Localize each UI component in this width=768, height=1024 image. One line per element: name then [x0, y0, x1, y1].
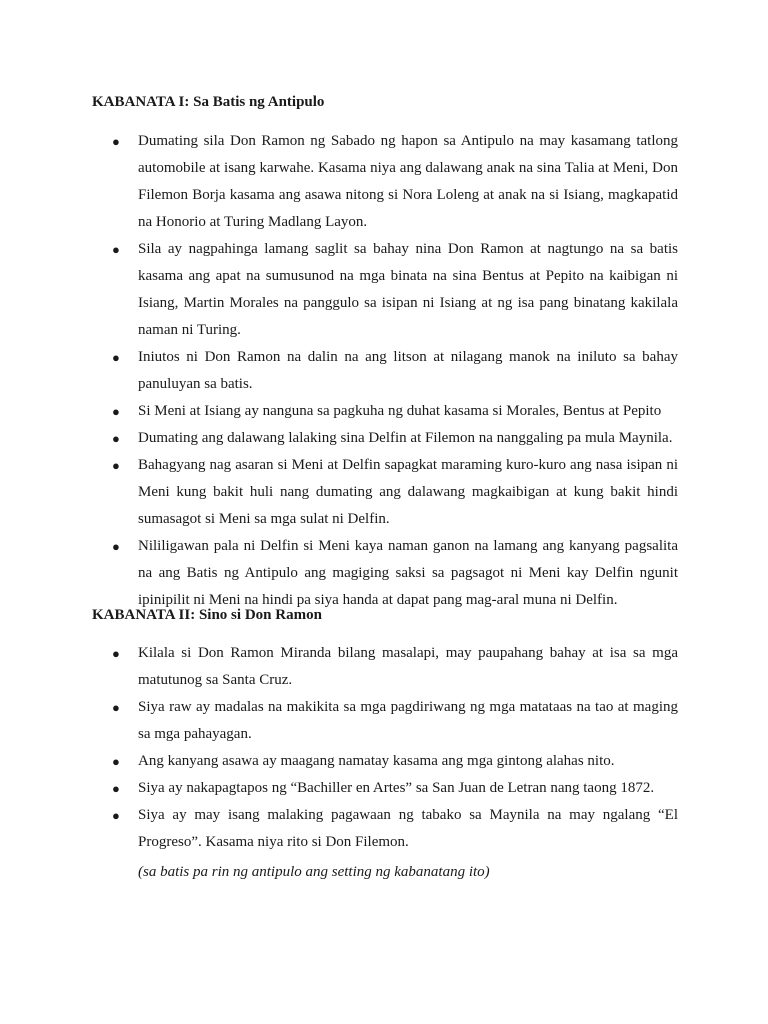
list-item — [92, 128, 678, 236]
bullet-icon: ● — [112, 808, 120, 823]
bullet-icon: ● — [112, 134, 120, 149]
bullet-icon: ● — [112, 539, 120, 554]
list-item-text: Iniutos ni Don Ramon na dalin na ang litson at nilagang manok na iniluto sa bahay panuluyan sa batis. — [138, 349, 678, 392]
list-item — [92, 344, 678, 398]
bullet-icon: ● — [112, 404, 120, 419]
list-item — [92, 640, 678, 694]
list-item — [92, 452, 678, 533]
list-item — [92, 775, 678, 802]
bullet-icon: ● — [112, 431, 120, 446]
bullet-icon: ● — [112, 646, 120, 661]
list-item-text: Nililigawan pala ni Delfin si Meni kaya naman ganon na lamang ang kanyang pagsalita na ang Batis ng Antipulo ang magiging saksi sa pagsagot ni Meni kay Delfin ngunit ipinipilit ni Meni na hindi pa siya handa at dapat pang mag-aral muna ni Delfin. — [138, 538, 678, 608]
list-item-text: Bahagyang nag asaran si Meni at Delfin sapagkat maraming kuro-kuro ang nasa isipan ni Meni kung bakit huli nang dumating ang dalawang magkaibigan at kung bakit hindi sumasagot si Meni sa mga sulat ni Delfin. — [138, 457, 678, 527]
list-item — [92, 694, 678, 748]
bullet-icon: ● — [112, 781, 120, 796]
bullet-icon: ● — [112, 350, 120, 365]
list-item — [92, 398, 678, 425]
list-item-text: Dumating ang dalawang lalaking sina Delfin at Filemon na nanggaling pa mula Maynila. — [138, 430, 673, 446]
list-item — [92, 425, 678, 452]
bullet-icon: ● — [112, 754, 120, 769]
list-item-text: Kilala si Don Ramon Miranda bilang masalapi, may paupahang bahay at isa sa mga matutunog sa Santa Cruz. — [138, 645, 678, 688]
list-item — [92, 748, 678, 775]
chapter-2-list — [92, 640, 678, 856]
list-item-text: Siya ay nakapagtapos ng “Bachiller en Artes” sa San Juan de Letran nang taong 1872. — [138, 780, 655, 796]
list-item-text: Siya raw ay madalas na makikita sa mga pagdiriwang ng mga matataas na tao at maging sa mga pahayagan. — [138, 699, 678, 742]
list-item-text: Dumating sila Don Ramon ng Sabado ng hapon sa Antipulo na may kasamang tatlong automobile at isang karwahe. Kasama niya ang dalawang anak na sina Talia at Meni, Don Filemon Borja kasama ang asawa nitong si Nora Loleng at anak na si Isiang, magkapatid na Honorio at Turing Madlang Layon. — [138, 133, 678, 230]
list-item — [92, 802, 678, 856]
list-item — [92, 533, 678, 614]
list-item-text: Sila ay nagpahinga lamang saglit sa bahay nina Don Ramon at nagtungo na sa batis kasama ang apat na sumusunod na mga binata na sina Bentus at Pepito na kaibigan ni Isiang, Martin Morales na panggulo sa isipan ni Isiang at ng isa pang binatang kakilala naman ni Turing. — [138, 241, 678, 338]
list-item-text: Ang kanyang asawa ay maagang namatay kasama ang mga gintong alahas nito. — [138, 753, 615, 769]
list-item — [92, 236, 678, 344]
bullet-icon: ● — [112, 242, 120, 257]
chapter-1-heading: KABANATA I: Sa Batis ng Antipulo — [92, 94, 325, 110]
chapter-2-heading: KABANATA II: Sino si Don Ramon — [92, 607, 322, 623]
bullet-icon: ● — [112, 458, 120, 473]
bullet-icon: ● — [112, 700, 120, 715]
list-item-text: Si Meni at Isiang ay nanguna sa pagkuha ng duhat kasama si Morales, Bentus at Pepito — [138, 403, 662, 419]
list-item-text: Siya ay may isang malaking pagawaan ng tabako sa Maynila na may ngalang “El Progreso”. Kasama niya rito si Don Filemon. — [138, 807, 678, 850]
chapter-2-note: (sa batis pa rin ng antipulo ang setting ng kabanatang ito) — [138, 864, 490, 880]
chapter-1-list — [92, 128, 678, 614]
